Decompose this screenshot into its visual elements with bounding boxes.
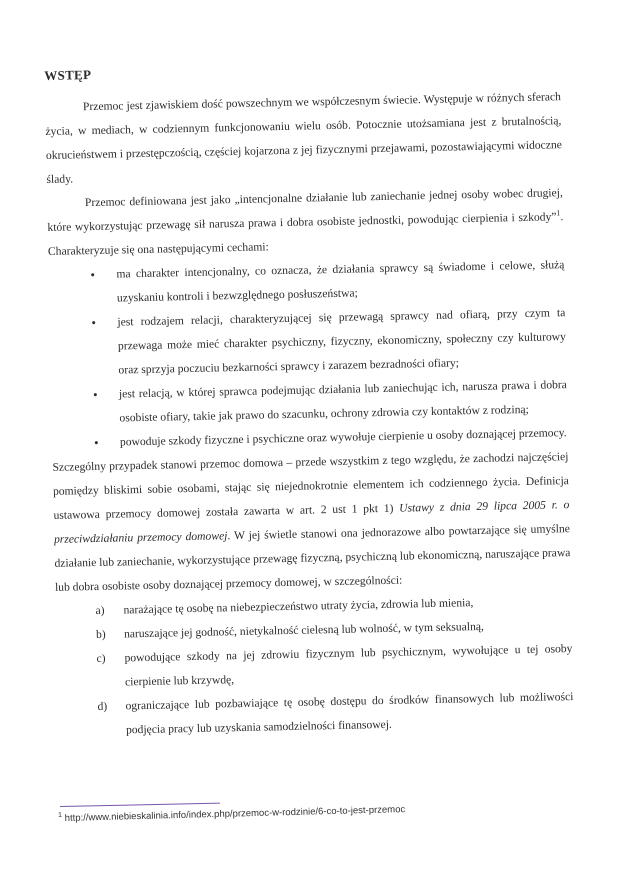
bullet-icon: •: [92, 386, 98, 403]
lettered-list: [55, 589, 574, 744]
list-item: [97, 685, 574, 743]
list-item-text: jest relacją, w której sprawca podejmując działania lub zaniechując ich, narusza prawa i dobra osobiste ofiary, takie jak prawo do szacunku, ochrony zdrowia czy kontaktów z rodziną;: [118, 378, 568, 425]
bullet-icon: •: [91, 314, 97, 331]
list-marker: d): [97, 699, 108, 714]
footnote-divider: [60, 803, 220, 807]
document-body: [44, 51, 574, 744]
list-item-text: naruszające jej godność, nietykalność cielesną lub wolność, w tym seksualną,: [123, 619, 485, 641]
paragraph-definition: [47, 181, 564, 264]
list-item-text: powoduje szkody fizyczne i psychiczne oraz wywołuje cierpienie u osoby doznającej przemocy.: [119, 426, 567, 449]
list-item-text: ograniczające lub pozbawiające tę osobę dostępu do środków finansowych lub możliwości podjęcia pracy lub uzyskania samodzielności finansowej.: [125, 690, 574, 737]
list-item: [91, 301, 566, 383]
footnote-reference: 1: [556, 208, 561, 218]
paragraph-intro: Przemoc jest zjawiskiem dość powszechnym we współczesnym świecie. Występuje w różnych sferach życia, w mediach, w codziennym funkcjonowaniu wielu osób. Potocznie utożsamiana jest z brutalnością, okrucieństwem i przestępczością, częściej kojarzona z jej fizycznymi przejawami, pozostawiającymi widoczne ślady.: [45, 90, 562, 186]
list-marker: b): [95, 627, 106, 642]
bullet-icon: •: [93, 434, 99, 451]
list-item-text: jest rodzajem relacji, charakteryzującej się przewagą sprawcy nad ofiarą, przy czym ta przewaga może mieć charakter psychiczny, fizyczny, ekonomiczny, społeczny czy kulturowy oraz sprzyja poczuciu bezkarności sprawcy i zarazem bezradności ofiary;: [117, 306, 567, 377]
list-marker: a): [95, 603, 105, 618]
features-list: [48, 253, 568, 456]
list-item-text: ma charakter intencjonalny, co oznacza, że działania sprawcy są świadome i celowe, służą uzyskaniu kontroli i bezwzględnego posłuszeństwa;: [116, 258, 565, 305]
list-item-text: narażające tę osobę na niebezpieczeństwo utraty życia, zdrowia lub mienia,: [123, 596, 474, 617]
definition-text-end: . Charakteryzuje się ona następującymi cechami:: [47, 210, 564, 258]
paragraph-domestic-violence: [52, 445, 571, 600]
paragraph-text: Szczególny przypadek stanowi przemoc domowa – przede wszystkim z tego względu, że zachodzi najczęściej pomiędzy bliskimi sobie osobami, stając się niejednokrotnie elementem ich codziennego życia. Definicja ustawowa przemocy domowej została zawarta w art. 2 ust 1 pkt 1): [52, 450, 570, 522]
paragraph-text-end: . W jej świetle stanowi ona jednorazowe albo powtarzające się umyślne działanie lub zaniechanie, wykorzystujące przewagę fizyczną, psychiczną lub ekonomiczną, naruszające prawa lub dobra osobiste osoby doznającej przemocy domowej, w szczególności:: [54, 522, 571, 594]
bullet-icon: •: [90, 266, 96, 283]
list-item-text: powodujące szkody na jej zdrowiu fizycznym lub psychicznym, wywołujące u tej osoby cierpienie lub krzywdę,: [124, 642, 573, 689]
footnote-number: 1: [58, 811, 63, 819]
section-heading: WSTĘP: [44, 67, 92, 83]
list-marker: c): [96, 651, 106, 666]
footnote-link[interactable]: http://www.niebieskalinia.info/index.php/przemoc-w-rodzinie/6-co-to-jest-przemoc: [64, 804, 406, 824]
footnote: [58, 803, 405, 824]
definition-text: Przemoc definiowana jest jako „intencjonalne działanie lub zaniechanie jednej osoby wobec drugiej, które wykorzystując przewagę sił narusza prawa i dobra osobiste jednostki, powodując cierpienia i szkody”: [47, 186, 563, 234]
statute-title: Ustawy z dnia 29 lipca 2005 r. o przeciwdziałaniu przemocy domowej: [53, 498, 570, 546]
